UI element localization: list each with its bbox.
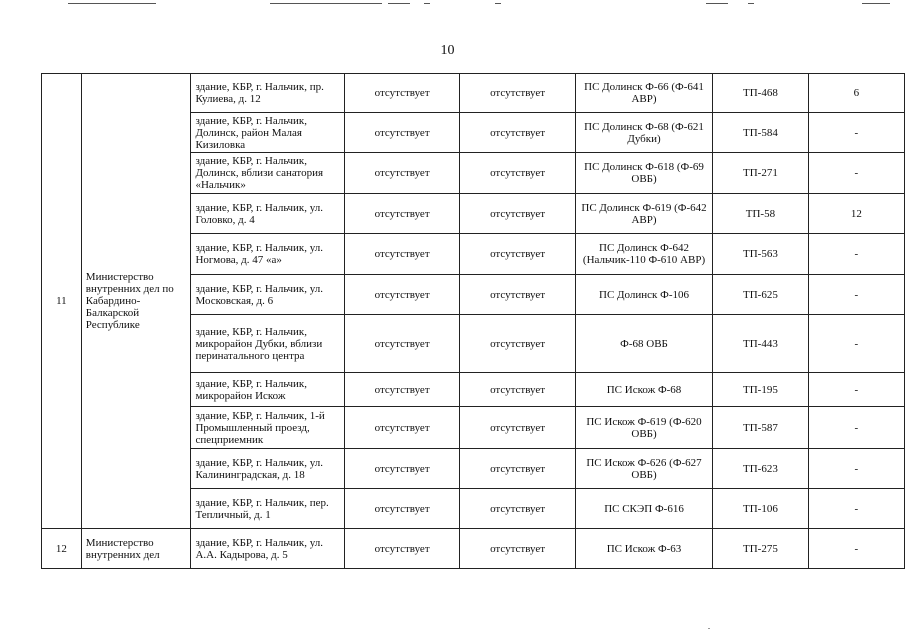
value-cell: отсутствует [344,449,459,489]
value-cell: отсутствует [460,407,575,449]
substation-cell: ПС Долинск Ф-106 [575,275,712,315]
transformer-cell: ТП-195 [713,373,808,407]
last-column-cell: - [808,113,904,153]
last-column-cell: - [808,529,904,569]
substation-cell: ПС Искож Ф-63 [575,529,712,569]
object-address-cell: здание, КБР, г. Нальчик, ул. Московская, д. 6 [191,275,344,315]
group-number-cell: 11 [42,74,82,529]
substation-cell: ПС СКЭП Ф-616 [575,489,712,529]
value-cell: отсутствует [460,529,575,569]
last-column-cell: - [808,234,904,275]
transformer-cell: ТП-468 [713,74,808,113]
substation-cell: ПС Долинск Ф-642 (Нальчик-110 Ф-610 АВР) [575,234,712,275]
object-address-cell: здание, КБР, г. Нальчик, 1-й Промышленный проезд, спецприемник [191,407,344,449]
substation-cell: Ф-68 ОВБ [575,315,712,373]
value-cell: отсутствует [460,275,575,315]
value-cell: отсутствует [344,113,459,153]
value-cell: отсутствует [344,529,459,569]
object-address-cell: здание, КБР, г. Нальчик, ул. Головко, д. 4 [191,194,344,234]
substation-cell: ПС Долинск Ф-619 (Ф-642 АВР) [575,194,712,234]
table-body [42,74,905,569]
transformer-cell: ТП-58 [713,194,808,234]
last-column-cell: 12 [808,194,904,234]
transformer-cell: ТП-625 [713,275,808,315]
transformer-cell: ТП-584 [713,113,808,153]
value-cell: отсутствует [344,74,459,113]
transformer-cell: ТП-623 [713,449,808,489]
object-address-cell: здание, КБР, г. Нальчик, Долинск, вблизи санатория «Нальчик» [191,153,344,194]
value-cell: отсутствует [460,74,575,113]
objects-table [41,73,905,569]
value-cell: отсутствует [344,373,459,407]
transformer-cell: ТП-275 [713,529,808,569]
value-cell: отсутствует [460,449,575,489]
table-row [42,74,905,113]
substation-cell: ПС Искож Ф-626 (Ф-627 ОВБ) [575,449,712,489]
value-cell: отсутствует [344,153,459,194]
value-cell: отсутствует [460,489,575,529]
value-cell: отсутствует [344,194,459,234]
object-address-cell: здание, КБР, г. Нальчик, микрорайон Искож [191,373,344,407]
object-address-cell: здание, КБР, г. Нальчик, пер. Тепличный, д. 1 [191,489,344,529]
scan-artifact-line [388,3,410,4]
value-cell: отсутствует [460,373,575,407]
substation-cell: ПС Искож Ф-68 [575,373,712,407]
last-column-cell: - [808,407,904,449]
scan-artifact-line [424,3,430,4]
scan-artifact-dot [708,628,710,629]
value-cell: отсутствует [460,315,575,373]
object-address-cell: здание, КБР, г. Нальчик, ул. Ногмова, д. 47 «а» [191,234,344,275]
scan-artifact-line [748,3,754,4]
value-cell: отсутствует [460,234,575,275]
value-cell: отсутствует [344,489,459,529]
table-row [42,529,905,569]
page-number: 10 [440,43,455,58]
scan-artifact-line [270,3,382,4]
object-address-cell: здание, КБР, г. Нальчик, Долинск, район Малая Кизиловка [191,113,344,153]
scan-artifact-line [706,3,728,4]
last-column-cell: - [808,373,904,407]
value-cell: отсутствует [344,234,459,275]
value-cell: отсутствует [344,315,459,373]
last-column-cell: - [808,275,904,315]
value-cell: отсутствует [460,194,575,234]
scan-artifact-line [68,3,156,4]
last-column-cell: - [808,449,904,489]
transformer-cell: ТП-563 [713,234,808,275]
group-number-cell: 12 [42,529,82,569]
value-cell: отсутствует [344,407,459,449]
last-column-cell: 6 [808,74,904,113]
last-column-cell: - [808,489,904,529]
organization-cell: Министерство внутренних дел [81,529,191,569]
substation-cell: ПС Искож Ф-619 (Ф-620 ОВБ) [575,407,712,449]
substation-cell: ПС Долинск Ф-68 (Ф-621 Дубки) [575,113,712,153]
transformer-cell: ТП-271 [713,153,808,194]
value-cell: отсутствует [460,153,575,194]
object-address-cell: здание, КБР, г. Нальчик, пр. Кулиева, д. 12 [191,74,344,113]
last-column-cell: - [808,153,904,194]
scan-artifact-line [495,3,501,4]
transformer-cell: ТП-106 [713,489,808,529]
object-address-cell: здание, КБР, г. Нальчик, ул. Калининградская, д. 18 [191,449,344,489]
last-column-cell: - [808,315,904,373]
value-cell: отсутствует [460,113,575,153]
object-address-cell: здание, КБР, г. Нальчик, микрорайон Дубки, вблизи перинатального центра [191,315,344,373]
scan-artifact-line [862,3,890,4]
transformer-cell: ТП-587 [713,407,808,449]
substation-cell: ПС Долинск Ф-618 (Ф-69 ОВБ) [575,153,712,194]
substation-cell: ПС Долинск Ф-66 (Ф-641 АВР) [575,74,712,113]
value-cell: отсутствует [344,275,459,315]
organization-cell: Министерство внутренних дел по Кабардино-Балкарской Республике [81,74,191,529]
object-address-cell: здание, КБР, г. Нальчик, ул. А.А. Кадырова, д. 5 [191,529,344,569]
transformer-cell: ТП-443 [713,315,808,373]
